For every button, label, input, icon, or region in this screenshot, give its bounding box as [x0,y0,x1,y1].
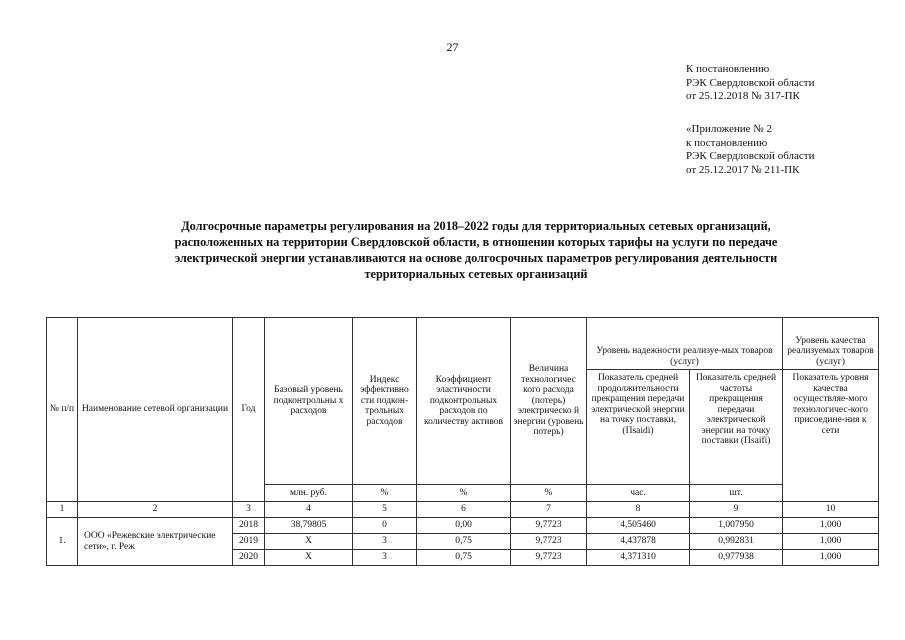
table-cell: 1,000 [783,534,879,550]
approval-line: к постановлению [686,136,768,149]
title-line: Долгосрочные параметры регулирования на 2018–2022 годы для территориальных сетевых организаций, [181,219,771,233]
table-cell: 0,977938 [690,550,783,566]
unit-cell: час. [587,485,690,502]
table-row [47,518,879,534]
header-efficiency-index: Индекс эффективно сти подкон-трольных расходов [353,318,417,485]
table-cell: 2020 [233,550,265,566]
page-number: 27 [446,40,459,54]
table-cell: 1,000 [783,550,879,566]
table-cell: 0,75 [417,534,511,550]
unit-cell: % [417,485,511,502]
table-cell: 4,371310 [587,550,690,566]
approval-line: РЭК Свердловской области [686,150,815,162]
header-saifi: Показатель средней частоты прекращения передачи электрической энергии на точку поставки (Пsaifi) [690,370,783,485]
table-cell: 1,007950 [690,518,783,534]
table-cell: 38,79805 [265,518,353,534]
table-cell: 0 [353,518,417,534]
column-number: 1 [47,502,78,518]
organization-name: ООО «Режевские электрические сети», г. Реж [78,518,233,566]
column-number: 5 [353,502,417,518]
table-cell: 9,7723 [511,518,587,534]
header-quality-indicator: Показатель уровня качества осуществляе-мого технологичес-кого присоедине-ния к сети [783,370,879,502]
table-cell: 4,437878 [587,534,690,550]
table-cell: Х [265,550,353,566]
column-numbers-row [47,502,879,518]
title-line: расположенных на территории Свердловской области, в отношении которых тарифы на услуги по передаче [174,235,778,249]
column-number: 4 [265,502,353,518]
approval-line: К постановлению [686,63,770,75]
organization-number: 1. [47,518,78,566]
column-number: 7 [511,502,587,518]
parameters-table [46,317,879,566]
approval-line: от 25.12.2017 № 211-ПК [686,163,800,176]
approval-line: РЭК Свердловской области [686,76,815,89]
header-saidi: Показатель средней продолжительности прекращения передачи электрической энергии на точку поставки, (Пsaidi) [587,370,690,485]
table-cell: 2018 [233,518,265,534]
header-organization-name: Наименование сетевой организации [78,318,233,502]
table-cell: 3 [353,534,417,550]
header-quality-group: Уровень качества реализуемых товаров (услуг) [783,318,879,370]
column-number: 10 [783,502,879,518]
unit-cell: % [353,485,417,502]
header-year: Год [233,318,265,502]
column-number: 3 [233,502,265,518]
table-cell: 0,992831 [690,534,783,550]
table-cell: 4,505460 [587,518,690,534]
approval-stamp-current [686,63,814,104]
header-number: № п/п [47,318,78,502]
table-cell: 3 [353,550,417,566]
header-reliability-group: Уровень надежности реализуе-мых товаров (услуг) [587,318,783,370]
table-cell: 9,7723 [511,534,587,550]
column-number: 2 [78,502,233,518]
unit-cell: млн. руб. [265,485,353,502]
document-title [96,218,856,282]
approval-line: от 25.12.2018 № 317-ПК [686,90,800,102]
title-line: территориальных сетевых организаций [364,267,588,281]
header-technological-losses: Величина технологичес кого расхода (потерь) электрическо й энергии (уровень потерь) [511,318,587,485]
column-number: 6 [417,502,511,518]
table-cell: Х [265,534,353,550]
table-cell: 2019 [233,534,265,550]
title-line: электрической энергии устанавливаются на основе долгосрочных параметров регулирования деятельности [174,251,778,265]
header-base-costs: Базовый уровень подконтрольны х расходов [265,318,353,485]
unit-cell: % [511,485,587,502]
table-cell: 0,75 [417,550,511,566]
table-cell: 1,000 [783,518,879,534]
column-number: 8 [587,502,690,518]
unit-cell: шт. [690,485,783,502]
header-elasticity-coefficient: Коэффициент эластичности подконтрольных расходов по количеству активов [417,318,511,485]
approval-stamp-original [686,123,814,177]
table-cell: 9,7723 [511,550,587,566]
approval-line: «Приложение № 2 [686,123,773,135]
table-cell: 0,00 [417,518,511,534]
column-number: 9 [690,502,783,518]
